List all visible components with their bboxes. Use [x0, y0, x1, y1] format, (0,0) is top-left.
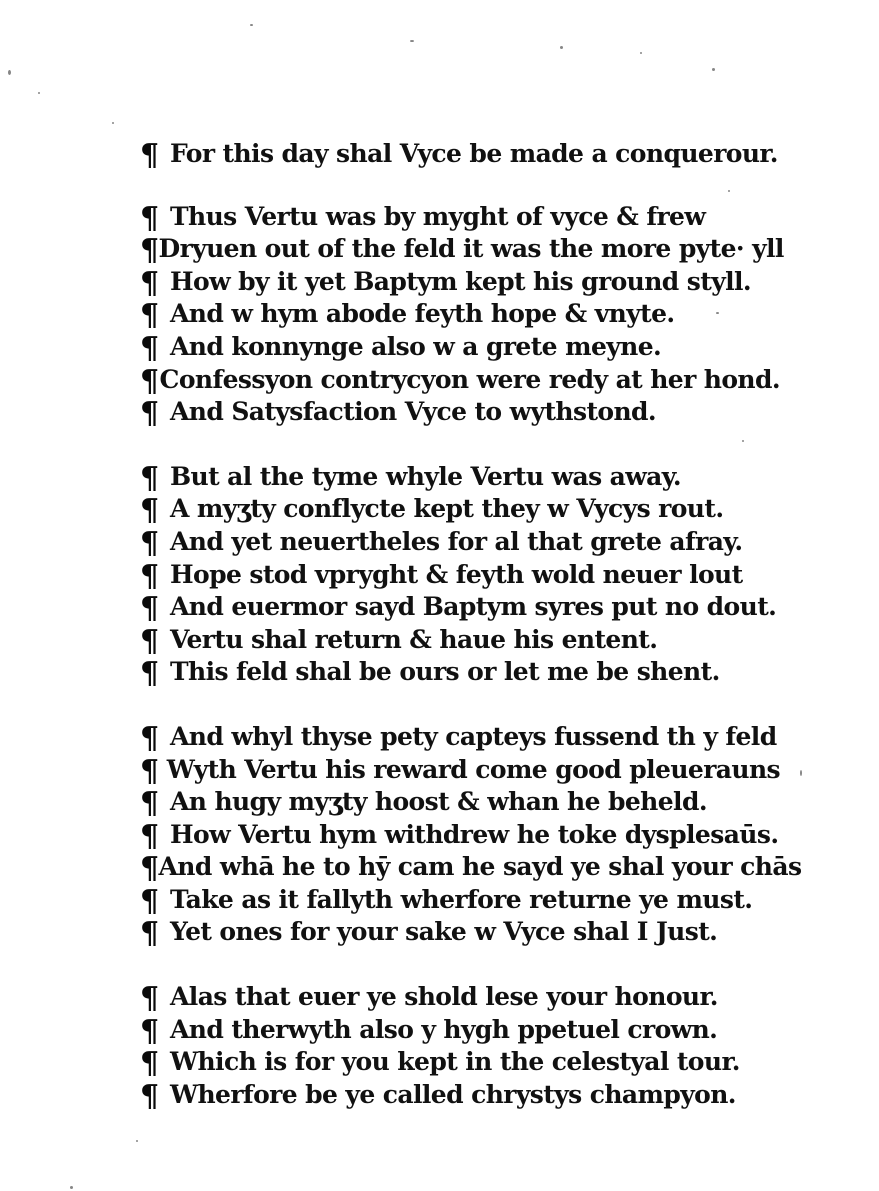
verse-row: [140, 591, 780, 627]
scan-speckle: [136, 1140, 138, 1142]
pilcrow-icon: ¶: [140, 591, 159, 627]
verse-line: Which is for you kept in the celestyal tour.: [170, 1047, 740, 1077]
scan-speckle: [640, 52, 642, 54]
title-line: [140, 138, 780, 171]
verse-line: And w hym abode feyth hope & vnyte.: [170, 299, 675, 329]
pilcrow-icon: ¶: [140, 786, 159, 822]
verse-row: [140, 1046, 780, 1082]
verse-row: [140, 884, 780, 917]
verse-row: [140, 201, 780, 234]
verse-row: [140, 396, 780, 432]
pilcrow-icon: ¶: [140, 200, 159, 236]
verse-line: Hope stod vpryght & feyth wold neuer lout: [170, 559, 743, 589]
verse-row: [140, 786, 780, 822]
pilcrow-icon: ¶: [140, 720, 159, 756]
verse-line: How by it yet Baptym kept his ground styll.: [170, 266, 752, 296]
scan-speckle: [70, 1186, 73, 1189]
poem-text: [140, 138, 802, 1143]
stanza-2: [140, 460, 780, 692]
verse-row: [140, 656, 780, 692]
pilcrow-icon: ¶: [140, 1046, 159, 1082]
verse-line: Vertu shal return & haue his entent.: [170, 624, 658, 654]
verse-row: [140, 721, 780, 754]
pilcrow-icon: ¶: [140, 753, 159, 789]
pilcrow-icon: ¶: [140, 233, 159, 269]
pilcrow-icon: ¶: [140, 851, 159, 887]
scan-speckle: [112, 122, 114, 124]
pilcrow-icon: ¶: [140, 818, 159, 854]
verse-row: [140, 981, 780, 1017]
verse-line: An hugy myʒty hoost & whan he beheld.: [170, 787, 707, 817]
pilcrow-icon: ¶: [140, 623, 159, 659]
scan-speckle: [712, 68, 715, 71]
pilcrow-icon: ¶: [140, 525, 159, 561]
verse-line: Wherfore be ye called chrystys champyon.: [170, 1079, 736, 1109]
verse-row: [140, 298, 780, 334]
verse-row: [140, 526, 780, 559]
verse-line: But al the tyme whyle Vertu was away.: [170, 461, 681, 491]
pilcrow-icon: ¶: [140, 330, 159, 366]
pilcrow-icon: ¶: [140, 916, 159, 952]
verse-line: And whā he to hȳ cam he sayd ye shal your chās: [158, 852, 802, 882]
verse-row: [140, 493, 780, 529]
pilcrow-icon: ¶: [140, 493, 159, 529]
pilcrow-icon: ¶: [140, 460, 159, 496]
verse-line: Thus Vertu was by myght of vyce & frew: [170, 201, 706, 231]
pilcrow-icon: ¶: [140, 1078, 159, 1114]
verse-line: Wyth Vertu his reward come good pleuerauns: [166, 754, 780, 784]
verse-line: How Vertu hym withdrew he toke dysplesaūs.: [170, 819, 779, 849]
scan-speckle: [410, 40, 414, 42]
verse-line: A myʒty conflycte kept they w Vycys rout.: [170, 494, 724, 524]
pilcrow-icon: ¶: [140, 298, 159, 334]
pilcrow-icon: ¶: [140, 396, 159, 432]
verse-line: Alas that euer ye shold lese your honour.: [170, 982, 718, 1012]
verse-row: [140, 233, 784, 269]
verse-row: [140, 851, 802, 887]
verse-row: [140, 916, 780, 952]
verse-row: [140, 624, 780, 657]
verse-line: Confessyon contrycyon were redy at her hond.: [159, 364, 780, 394]
verse-line: Dryuen out of the feld it was the more pyte· yll: [158, 234, 784, 264]
pilcrow-icon: ¶: [140, 138, 159, 173]
stanza-1: [140, 200, 784, 432]
verse-line: For this day shal Vyce be made a conquerour.: [170, 139, 778, 168]
pilcrow-icon: ¶: [140, 656, 159, 692]
verse-row: [140, 266, 780, 299]
verse-row: [140, 819, 780, 852]
pilcrow-icon: ¶: [140, 981, 159, 1017]
scan-speckle: [800, 770, 802, 776]
scan-speckle: [560, 46, 563, 49]
verse-line: And therwyth also y hygh ppetuel crown.: [170, 1014, 718, 1044]
verse-row: [140, 461, 780, 494]
verse-line: And euermor sayd Baptym syres put no dout.: [170, 592, 777, 622]
stanza-3: [140, 720, 802, 952]
pilcrow-icon: ¶: [140, 558, 159, 594]
pilcrow-icon: ¶: [140, 363, 159, 399]
verse-row: [140, 559, 780, 592]
verse-line: And whyl thyse pety capteys fussend th y feld: [170, 721, 777, 751]
scan-speckle: [250, 24, 253, 26]
pilcrow-icon: ¶: [140, 883, 159, 919]
scan-speckle: [8, 70, 11, 75]
verse-line: Take as it fallyth wherfore returne ye must.: [170, 884, 753, 914]
verse-line: Yet ones for your sake w Vyce shal I Just.: [170, 917, 718, 947]
stanza-4: [140, 981, 780, 1114]
verse-line: This feld shal be ours or let me be shent.: [170, 657, 720, 687]
verse-line: And yet neuertheles for al that grete afray.: [170, 526, 743, 556]
verse-line: And Satysfaction Vyce to wythstond.: [170, 397, 657, 427]
pilcrow-icon: ¶: [140, 1013, 159, 1049]
verse-line: And konnynge also w a grete meyne.: [170, 331, 662, 361]
verse-row: [140, 364, 780, 397]
verse-row: [140, 1014, 780, 1047]
scan-speckle: [38, 92, 40, 94]
verse-row: [140, 754, 780, 787]
pilcrow-icon: ¶: [140, 265, 159, 301]
verse-row: [140, 331, 780, 364]
verse-row: [140, 1079, 780, 1112]
